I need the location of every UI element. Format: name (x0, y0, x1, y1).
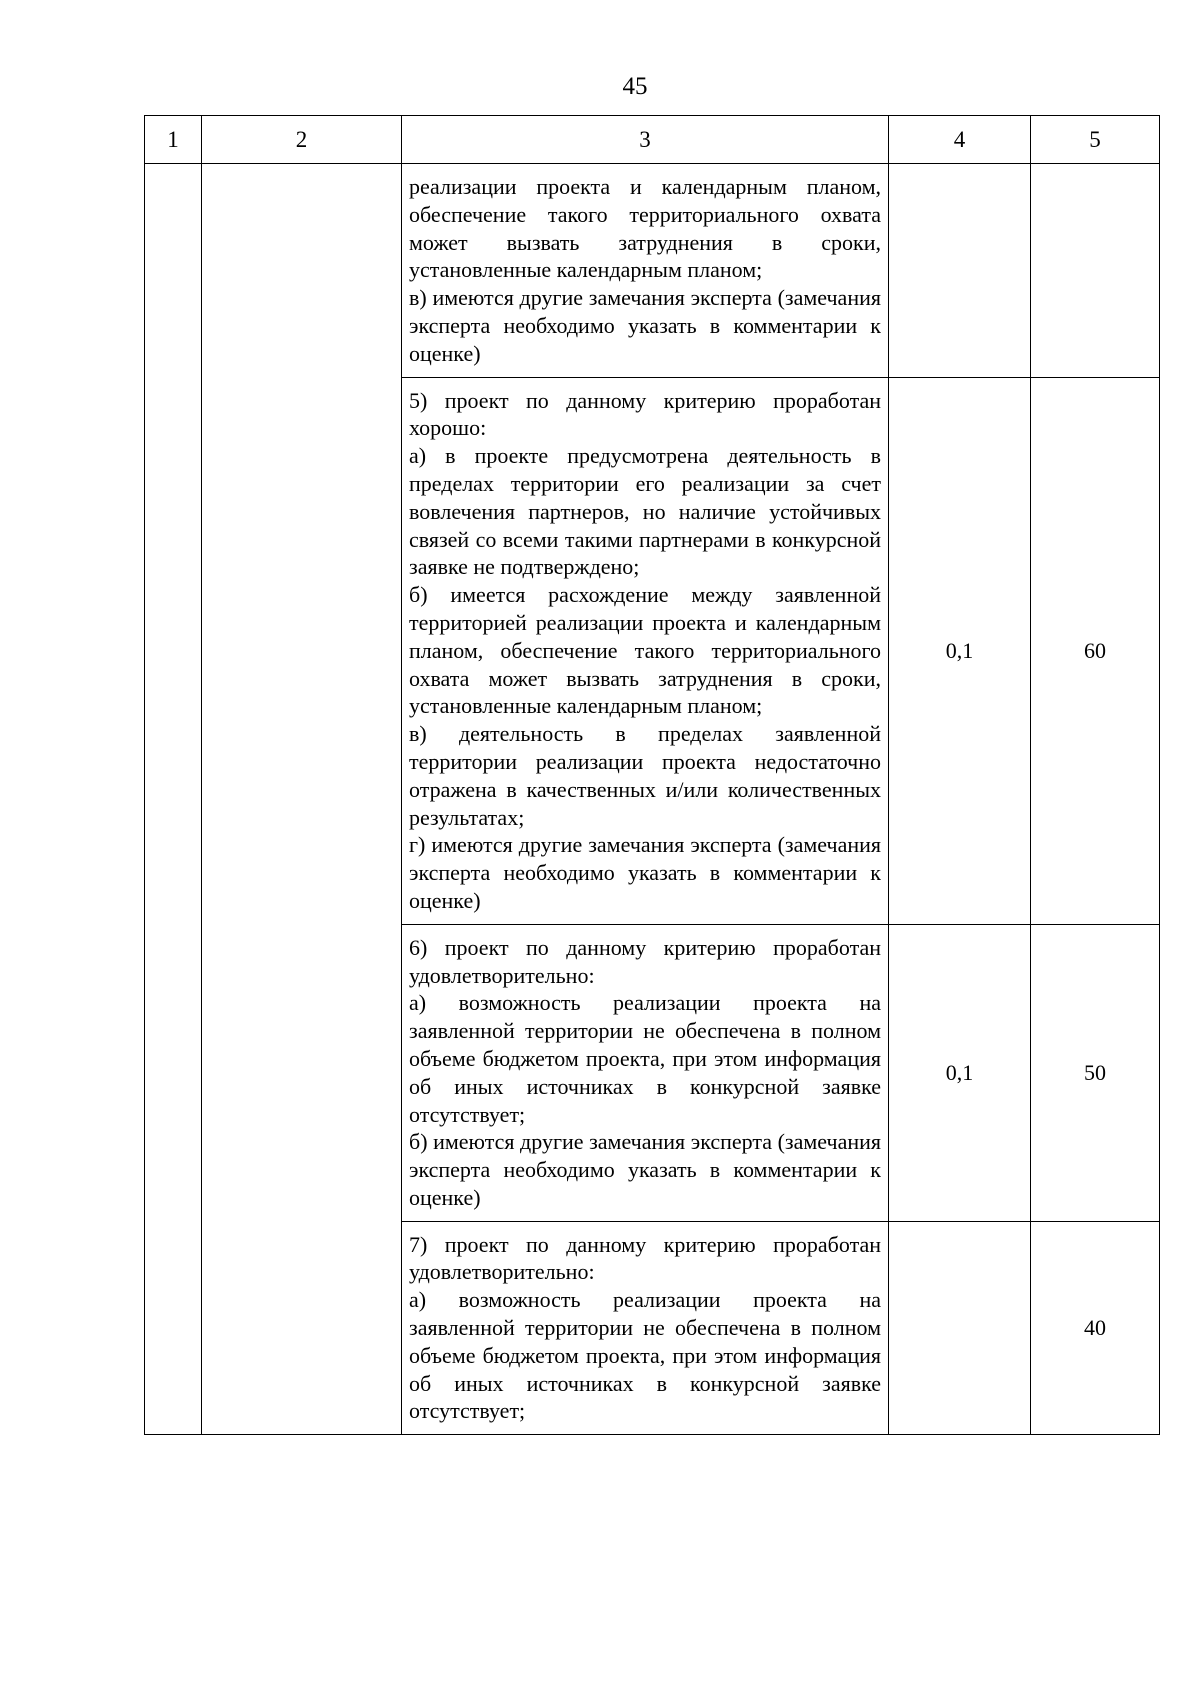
criterion-line: реализации проекта и календарным планом, обеспечение такого территориального охвата может вызвать затруднения в сроки, установленные календарным планом; (409, 174, 881, 283)
criterion-line: в) деятельность в пределах заявленной территории реализации проекта недостаточно отражена в качественных и/или количественных результатах; (409, 721, 881, 830)
coefficient-cell (889, 1221, 1031, 1435)
col-2-cell (202, 164, 402, 1435)
criterion-line: б) имеются другие замечания эксперта (замечания эксперта необходимо указать в комментарии к оценке) (409, 1129, 881, 1210)
coefficient-cell: 0,1 (889, 377, 1031, 924)
criterion-line: 7) проект по данному критерию проработан удовлетворительно: (409, 1231, 881, 1285)
coefficient-cell (889, 164, 1031, 378)
criterion-line: 5) проект по данному критерию проработан хорошо: (409, 387, 881, 441)
criterion-line: 6) проект по данному критерию проработан удовлетворительно: (409, 934, 881, 988)
criterion-description (402, 1221, 889, 1435)
criterion-description (402, 377, 889, 924)
criterion-line: а) в проекте предусмотрена деятельность в пределах территории его реализации за счет вовлечения партнеров, но наличие устойчивых связей со всеми такими партнерами в конкурсной заявке не подтверждено; (409, 443, 881, 580)
criterion-line: г) имеются другие замечания эксперта (замечания эксперта необходимо указать в комментарии к оценке) (409, 832, 881, 913)
table-header-row (145, 116, 1160, 164)
score-cell: 40 (1031, 1221, 1160, 1435)
criteria-table (144, 115, 1160, 1435)
score-cell: 50 (1031, 924, 1160, 1221)
page-number: 45 (622, 73, 648, 100)
criterion-description (402, 924, 889, 1221)
coefficient-cell: 0,1 (889, 924, 1031, 1221)
score-cell (1031, 164, 1160, 378)
criterion-line: в) имеются другие замечания эксперта (замечания эксперта необходимо указать в комментарии к оценке) (409, 285, 881, 366)
criterion-description (402, 164, 889, 378)
header-col-5: 5 (1031, 116, 1160, 164)
criterion-line: а) возможность реализации проекта на заявленной территории не обеспечена в полном объеме бюджетом проекта, при этом информация об иных источниках в конкурсной заявке отсутствует; (409, 1287, 881, 1424)
criterion-line: б) имеется расхождение между заявленной территорией реализации проекта и календарным планом, обеспечение такого территориального охвата может вызвать затруднения в сроки, установленные календарным планом; (409, 582, 881, 719)
criterion-line: а) возможность реализации проекта на заявленной территории не обеспечена в полном объеме бюджетом проекта, при этом информация об иных источниках в конкурсной заявке отсутствует; (409, 990, 881, 1127)
header-col-4: 4 (889, 116, 1031, 164)
header-col-2: 2 (202, 116, 402, 164)
header-col-3: 3 (402, 116, 889, 164)
table-row (145, 164, 1160, 378)
header-col-1: 1 (145, 116, 202, 164)
score-cell: 60 (1031, 377, 1160, 924)
col-1-cell (145, 164, 202, 1435)
